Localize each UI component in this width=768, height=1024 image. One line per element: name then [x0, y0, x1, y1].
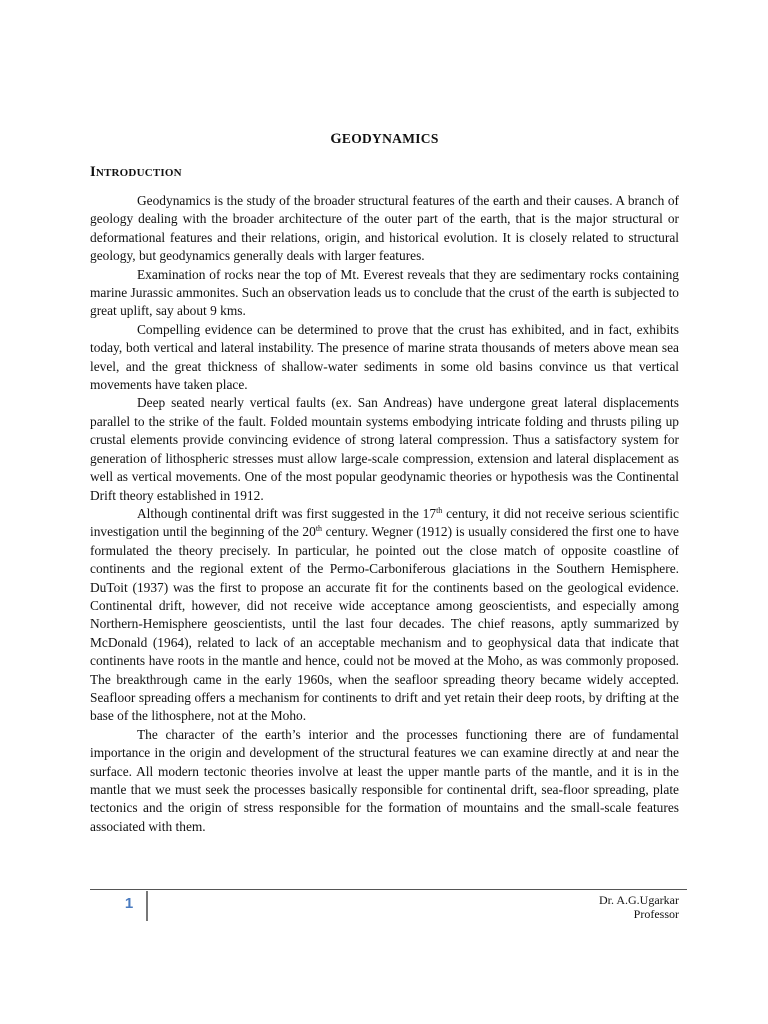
paragraph-3: Compelling evidence can be determined to prove that the crust has exhibited, and in fact, exhibits today, both vertical and lateral instability. The presence of marine strata thousands of meters above mean sea level, and the great thickness of shallow-water sediments in some old basins convince us that vertical movements have taken place.	[90, 321, 679, 393]
page-number: 1	[124, 895, 134, 912]
paragraph-1: Geodynamics is the study of the broader structural features of the earth and their causes. A branch of geology dealing with the broader architecture of the outer part of the earth, that is the major structural or deformational features and their relations, origin, and historical evolution. It is closely related to structural geology, but geodynamics generally deals with larger features.	[90, 193, 679, 264]
paragraph-2: Examination of rocks near the top of Mt. Everest reveals that they are sedimentary rocks containing marine Jurassic ammonites. Such an observation leads us to conclude that the crust of the earth is subjected to great uplift, say about 9 kms.	[90, 266, 679, 319]
author-name: Dr. A.G.Ugarkar	[599, 893, 679, 907]
author-title: Professor	[633, 907, 679, 921]
document-title: GEODYNAMICS	[330, 131, 439, 147]
paragraph-5: Although continental drift was first suggested in the 17th century, it did not receive serious scientific investigation until the beginning of the 20th century. Wegner (1912) is usually considered the first one to have formulated the theory precisely. In particular, he pointed out the close match of opposite coastline of continents and the regional extent of the Permo-Carboniferous glaciations in the Southern Hemisphere. DuToit (1937) was the first to propose an accurate fit for the continents based on the geological evidence. Continental drift, however, did not receive wide acceptance among geoscientists, and especially among Northern-Hemisphere geoscientists, until the last four decades. The chief reasons, aptly summarized by McDonald (1964), related to lack of an acceptable mechanism and to geophysical data that indicate that continents have roots in the mantle and hence, could not be moved at the Moho, as was commonly proposed. The breakthrough came in the early 1960s, when the seafloor spreading theory became widely accepted. Seafloor spreading offers a mechanism for continents to drift and yet retain their deep roots, by drifting at the base of the lithosphere, not at the Moho.	[90, 505, 679, 724]
author-block	[599, 893, 679, 921]
paragraph-6: The character of the earth’s interior and the processes functioning there are of fundamental importance in the origin and development of the structural features we can examine directly at and near the surface. All modern tectonic theories involve at least the upper mantle parts of the mantle, and it is in the mantle that we must seek the processes basically responsible for continental drift, sea-floor spreading, plate tectonics and the origin of stress responsible for the formation of mountains and the small-scale features associated with them.	[90, 726, 679, 834]
footer-divider	[90, 889, 687, 890]
paragraph-4: Deep seated nearly vertical faults (ex. San Andreas) have undergone great lateral displacements parallel to the strike of the fault. Folded mountain systems embodying intricate folding and thrusts piling up crustal elements provide convincing evidence of strong lateral compression. Thus a satisfactory system for generation of lithospheric stresses must allow large-scale compression, extension and lateral displacement as well as vertical movements. One of the most popular geodynamic theories or hypothesis was the Continental Drift theory established in 1912.	[90, 395, 679, 503]
document-body	[90, 192, 679, 836]
footer-vertical-divider	[146, 891, 148, 921]
section-heading: INTRODUCTION	[90, 164, 182, 180]
